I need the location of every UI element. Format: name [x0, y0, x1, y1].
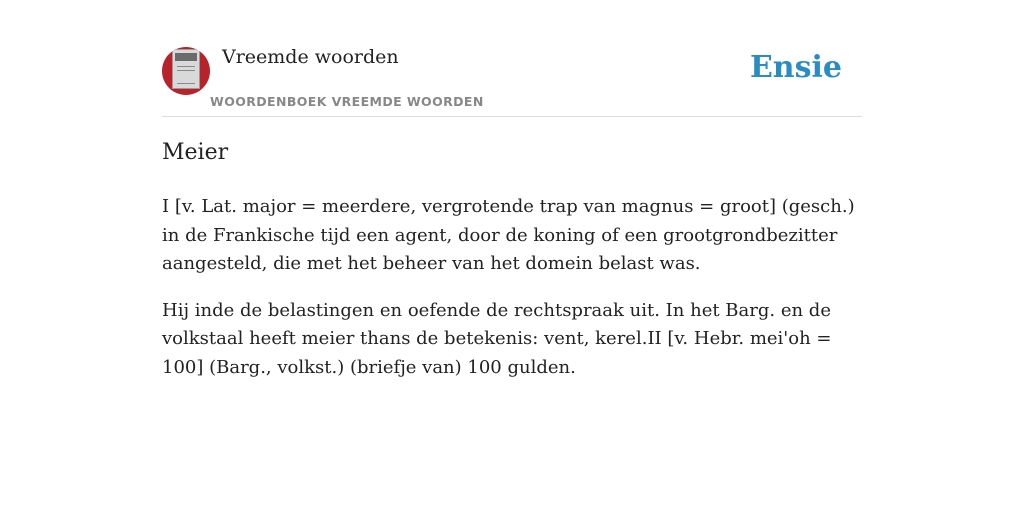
book-cover-icon[interactable]	[162, 47, 210, 95]
page	[162, 0, 862, 512]
entry-definition	[162, 193, 862, 400]
book-cover	[172, 49, 200, 89]
book-cover-line	[177, 66, 195, 67]
entry-term: Meier	[162, 140, 229, 165]
ensie-logo-link[interactable]: Ensie	[749, 50, 842, 85]
book-cover-line	[177, 70, 195, 71]
header	[162, 0, 862, 117]
site-title-link[interactable]: Vreemde woorden	[222, 46, 399, 68]
book-cover-title-band	[175, 53, 197, 61]
definition-paragraph: Hij inde de belastingen en oefende de rechtspraak uit. In het Barg. en de volkstaal heeft meier thans de betekenis: vent, kerel.II [v. Hebr. mei'oh = 100] (Barg., volkst.) (briefje van) 100 gulden.	[162, 299, 832, 378]
book-cover-line	[177, 83, 195, 84]
definition-paragraph: I [v. Lat. major = meerdere, vergrotende trap van magnus = groot] (gesch.) in de Frankische tijd een agent, door de koning of een grootgrondbezitter aangesteld, die met het beheer van het domein belast was.	[162, 196, 855, 274]
site-subtitle: WOORDENBOEK VREEMDE WOORDEN	[210, 94, 484, 109]
